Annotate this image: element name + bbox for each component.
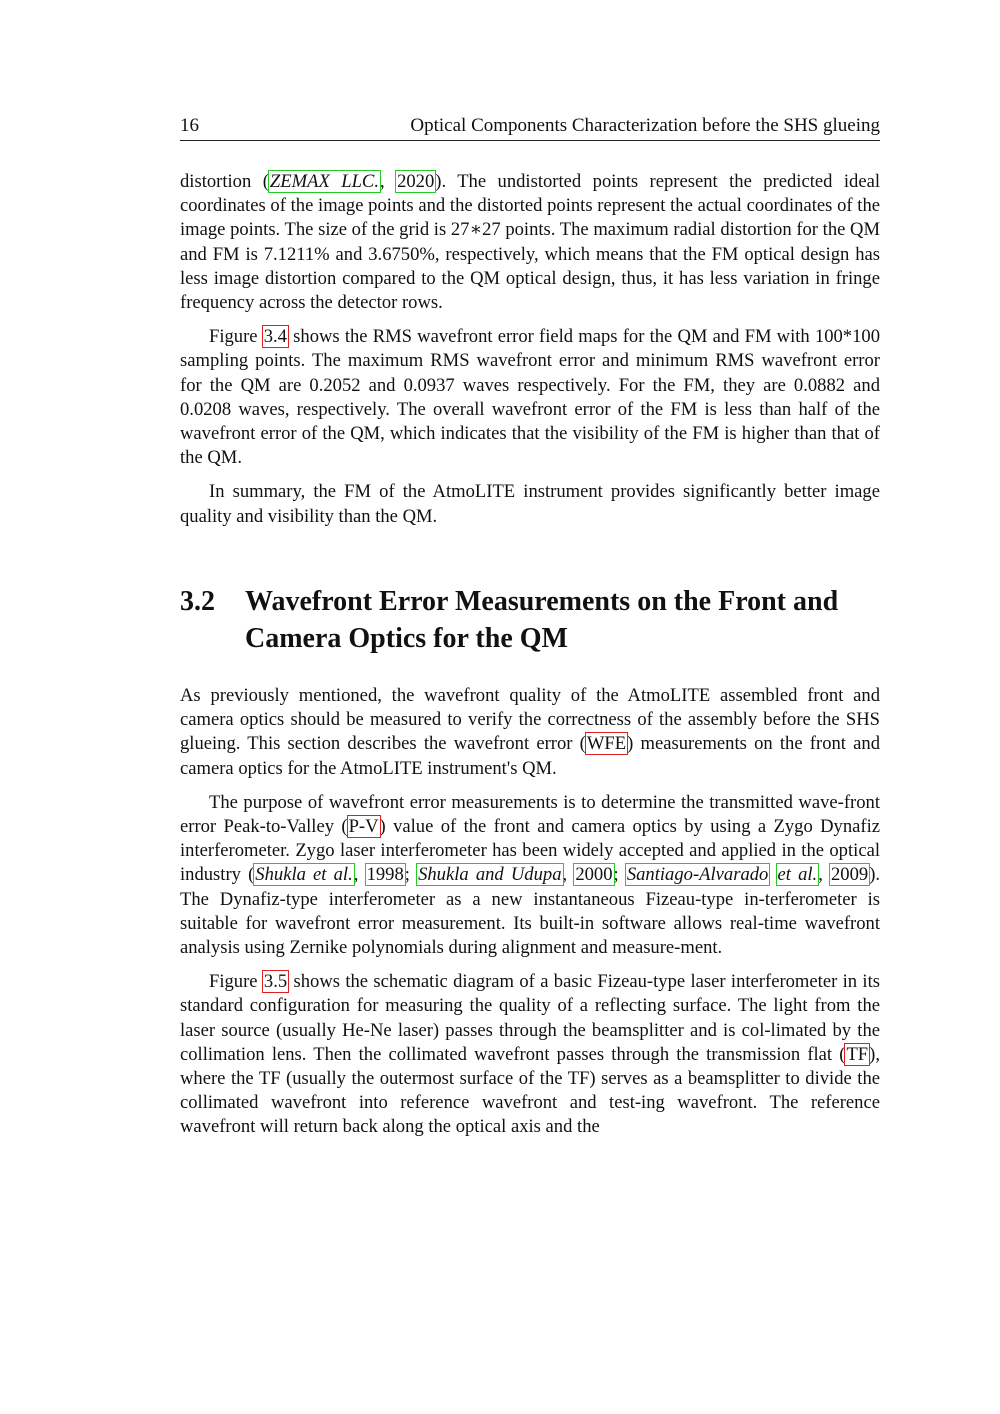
paragraph-4: As previously mentioned, the wavefront quality of the AtmoLITE assembled front and camera optics should be measured to verify the correctness of the assembly before the SHS glueing. This section describes the wavefront error (WFE) measurements on the front and camera optics for the AtmoLITE instrument's QM.	[180, 685, 881, 779]
body-lower	[180, 684, 880, 1140]
running-title: Optical Components Characterization before the SHS glueing	[410, 115, 880, 136]
section-title: Wavefront Error Measurements on the Front and Camera Optics for the QM	[245, 586, 839, 654]
body-upper	[180, 170, 880, 529]
citation-link: ZEMAX LLC.	[269, 171, 379, 192]
page-number: 16	[180, 115, 199, 136]
citation-year-link[interactable]: 2000	[575, 864, 613, 886]
page-header	[180, 114, 880, 141]
citation-year-link[interactable]: 1998	[366, 864, 404, 886]
citation-year-link[interactable]: 2009	[831, 864, 869, 886]
paragraph-3: In summary, the FM of the AtmoLITE instrument provides significantly better image quality and visibility than the QM.	[180, 481, 880, 527]
citation-link: Shukla and Udupa	[418, 864, 562, 886]
section-number: 3.2	[180, 586, 215, 617]
paragraph-6: Figure 3.5 shows the schematic diagram of a basic Fizeau-type laser interferometer in its standard configuration for measuring the quality of a reflecting surface. The light from the laser source (usually He-Ne laser) passes through the beamsplitter and is col-limated by the collimation lens. Then the collimated wavefront passes through the transmission flat (TF), where the TF (usually the outermost surface of the TF) serves as a beamsplitter to divide the collimated wavefront into reference wavefront and test-ing wavefront. The reference wavefront will return back along the optical axis and the	[180, 971, 880, 1138]
citation-link: et al.	[777, 864, 818, 886]
paragraph-5: The purpose of wavefront error measurements is to determine the transmitted wave-front error Peak-to-Valley (P-V) value of the front and camera optics by using a Zygo Dynafiz interferometer. Zygo laser interferometer has been widely accepted and applied in the optical industry (Shukla et al., 1998; Shukla and Udupa, 2000; Santiago-Alvarado et al., 2009). The Dynafiz-type interferometer as a new instantaneous Fizeau-type in-terferometer is suitable for wavefront error measurement. Its built-in software allows real-time wavefront analysis using Zernike polynomials during alignment and measure-ment.	[180, 791, 881, 959]
figure-ref-link[interactable]: 3.4	[263, 326, 287, 348]
citation-link: Shukla et al.	[255, 864, 353, 886]
acronym-link-wfe[interactable]: WFE	[586, 733, 627, 755]
paragraph-1: distortion (ZEMAX LLC., 2020). The undistorted points represent the predicted ideal coordinates of the image points and the distorted points represent the actual coordinates of the image points. The size of the grid is 27∗27 points. The maximum radial distortion for the QM and FM is 7.1211% and 3.6750%, respectively, which means that the FM optical design has less image distortion compared to the QM optical design, thus, it has less variation in fringe frequency across the detector rows.	[180, 171, 880, 314]
section-heading	[180, 583, 880, 657]
acronym-link-tf[interactable]: TF	[846, 1043, 869, 1065]
citation-link: Santiago-Alvarado	[626, 864, 769, 886]
citation-year-link[interactable]: 2020	[397, 171, 435, 192]
paragraph-2: Figure 3.4 shows the RMS wavefront error field maps for the QM and FM with 100*100 sampling points. The maximum RMS wavefront error and minimum RMS wavefront error for the QM are 0.2052 and 0.0937 waves respectively. For the FM, they are 0.0882 and 0.0208 waves, respectively. The overall wavefront error of the FM is less than half of the wavefront error of the QM, which indicates that the visibility of the FM is higher than that of the QM.	[180, 326, 880, 469]
acronym-link-pv[interactable]: P-V	[348, 816, 379, 838]
figure-ref-link[interactable]: 3.5	[263, 971, 288, 993]
